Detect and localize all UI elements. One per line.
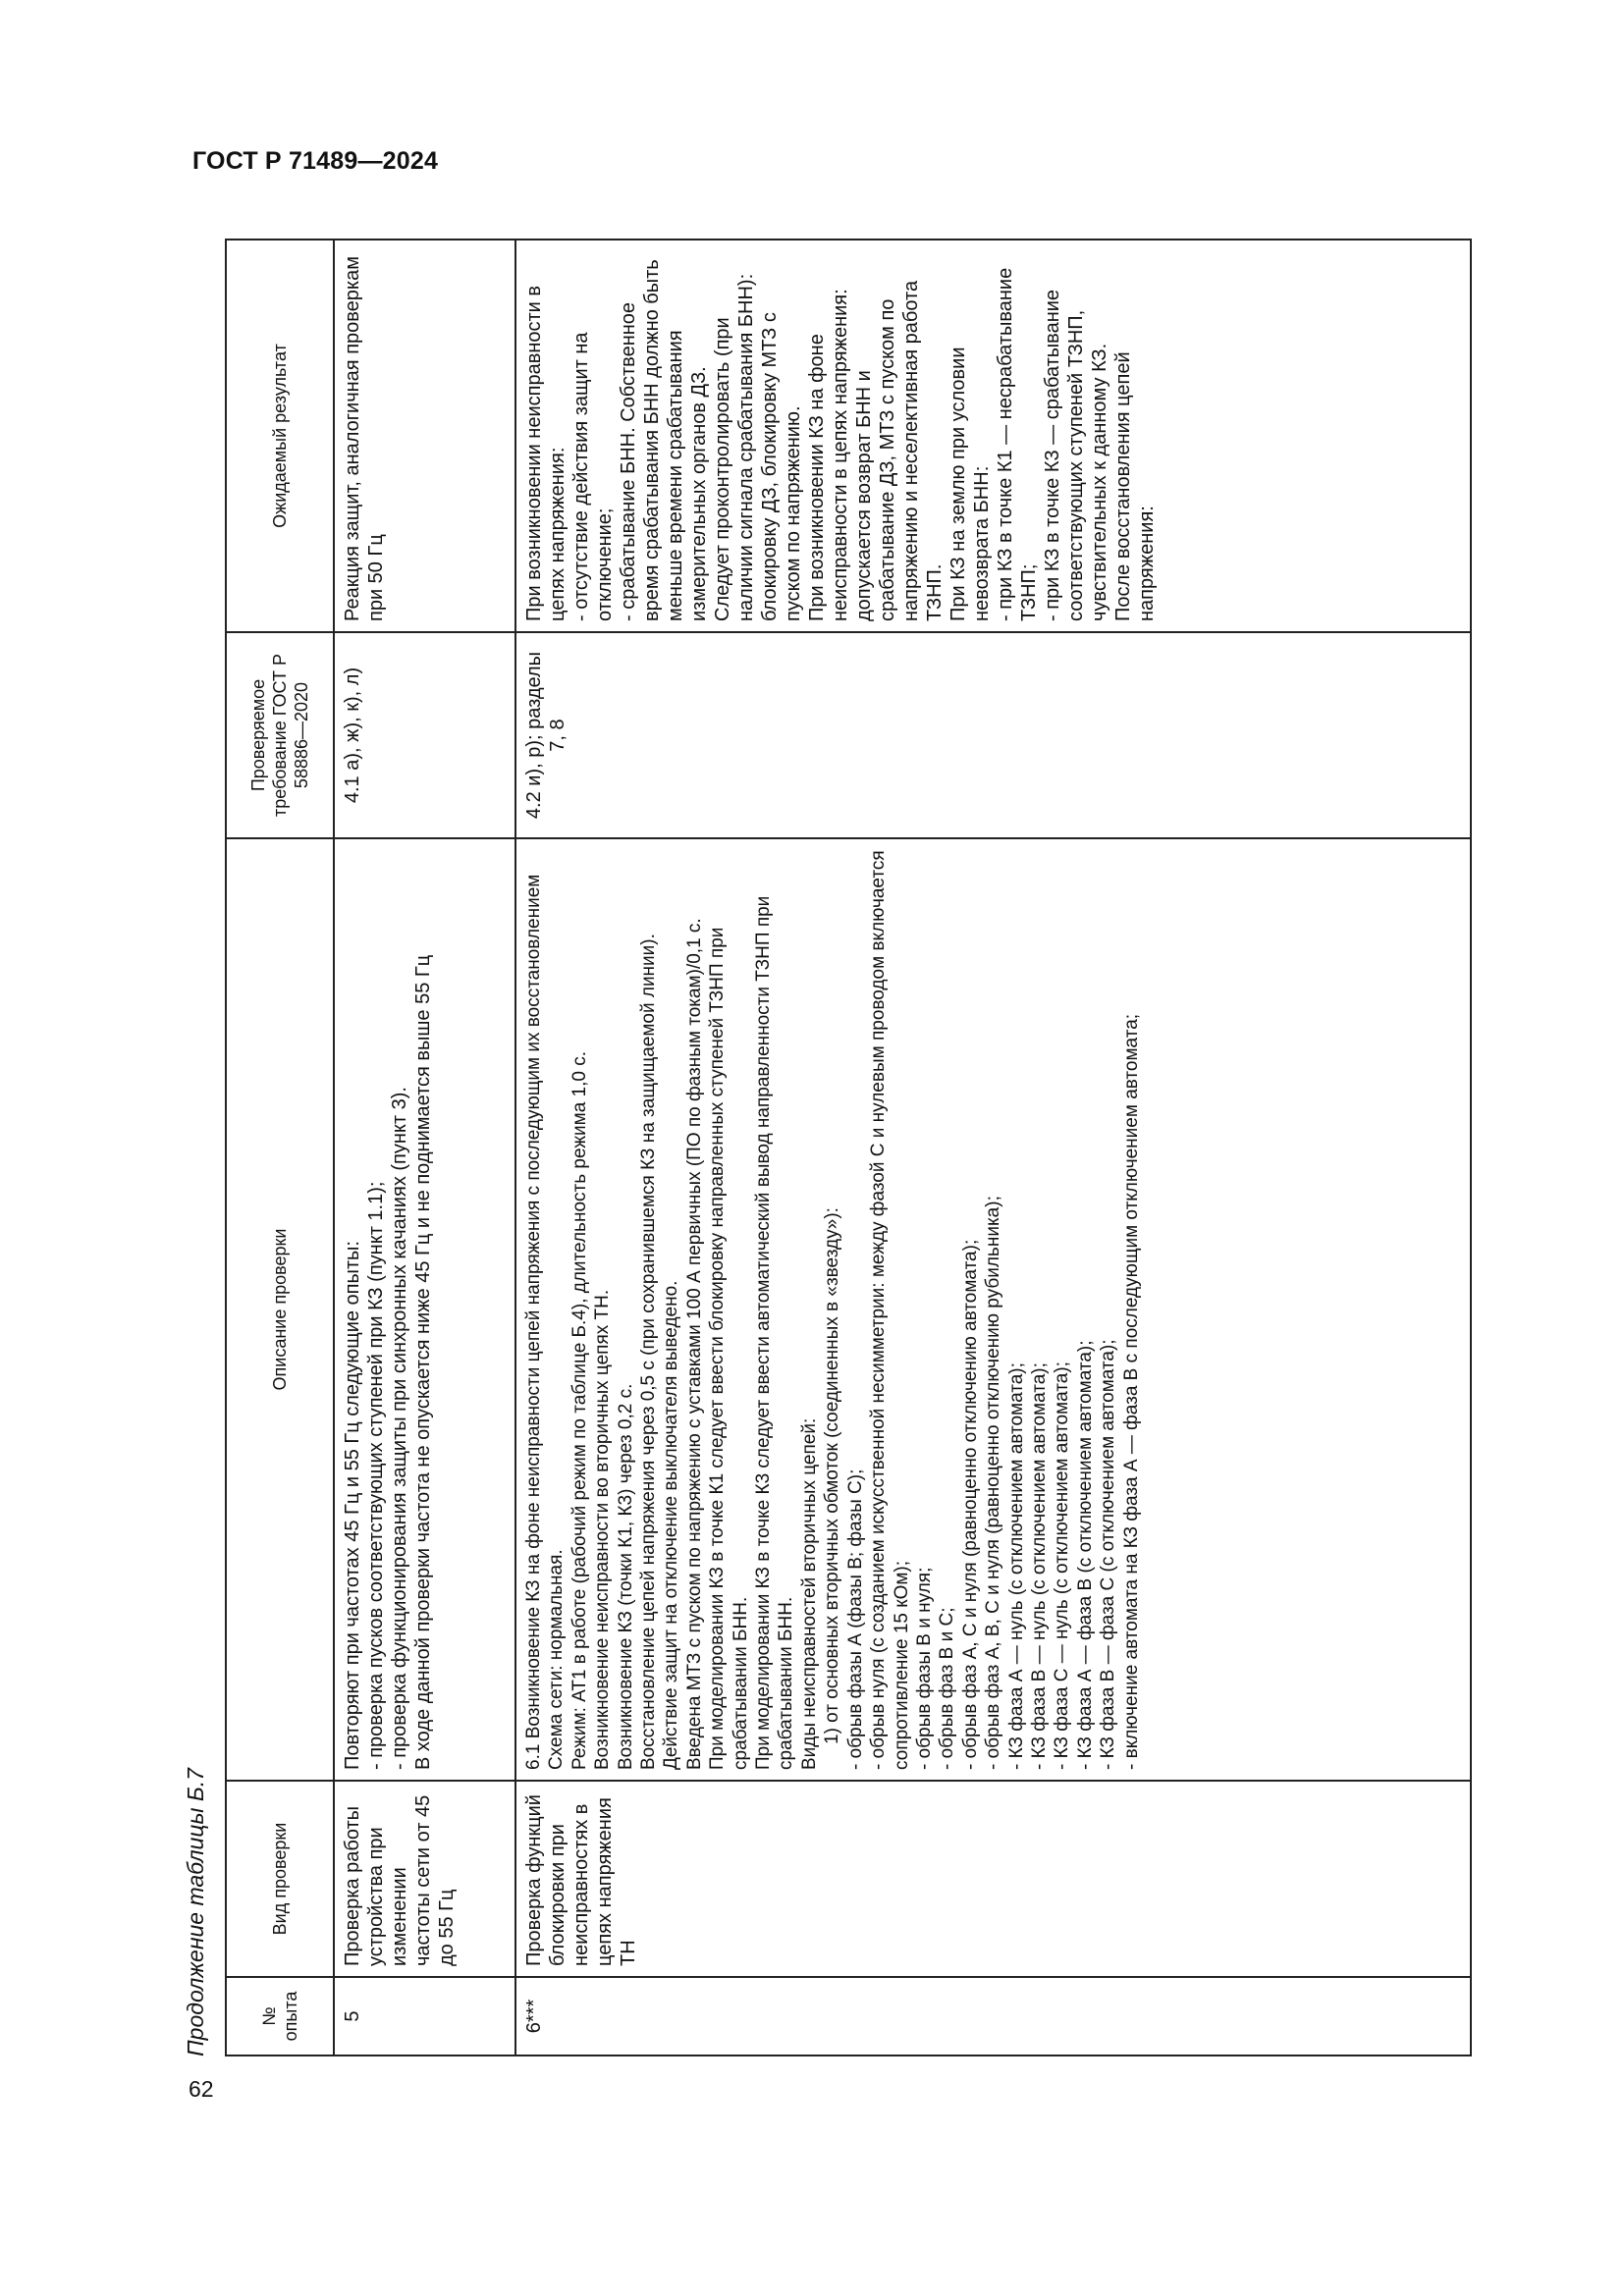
result-line: - отсутствие действия защит на отключение;: [570, 332, 616, 621]
desc-line: Повторяют при частотах 45 Гц и 55 Гц следующие опыты:: [342, 1241, 363, 1770]
row-desc: [515, 838, 1471, 1781]
desc-line: Введена МТЗ с пуском по напряжению с уставками 100 А первичных (ПО по фазным токам)/0,1 с.: [683, 918, 705, 1770]
table-header-row: [226, 240, 334, 2056]
desc-line: Схема сети: нормальная.: [546, 1549, 568, 1770]
desc-line: В ходе данной проверки частота не опускается ниже 45 Гц и не поднимается выше 55 Гц: [412, 954, 434, 1770]
document-header: ГОСТ Р 71489—2024: [192, 147, 439, 175]
row-result: [515, 240, 1471, 632]
desc-line: - обрыв фазы А (фазы В; фазы С);: [844, 1468, 866, 1770]
row-req: 4.1 а), ж), к), л): [334, 632, 515, 838]
column-header-kind: Вид проверки: [226, 1781, 334, 1977]
desc-line: - обрыв фаз А, В, С и нуля (равноценно отключению рубильника);: [983, 1196, 1004, 1770]
row-result: [334, 240, 515, 632]
result-line: Следует проконтролировать (при наличии сигнала срабатывания БНН): блокировку ДЗ, блокировку МТЗ с пуском по напряжению.: [712, 273, 804, 621]
column-header-num: № опыта: [226, 1977, 334, 2056]
desc-line: При моделировании КЗ в точке К3 следует ввести автоматический вывод направленности ТЗНП при срабатывании БНН.: [753, 895, 797, 1770]
desc-line: - проверка пусков соответствующих ступеней при КЗ (пункт 1.1);: [365, 1181, 387, 1770]
column-header-result: Ожидаемый результат: [226, 240, 334, 632]
result-line: При КЗ на землю при условии невозврата БНН:: [947, 347, 993, 621]
row-kind: Проверка функций блокировки при неисправностях в цепях напряжения ТН: [515, 1781, 1471, 1977]
desc-line: 1) от основных вторичных обмоток (соединенных в «звезду»):: [822, 1207, 843, 1744]
rotated-table-frame: [182, 240, 1488, 2056]
row-desc: [334, 838, 515, 1781]
desc-line: Режим: АТ1 в работе (рабочий режим по таблице Б.4), длительность режима 1,0 с.: [568, 1050, 590, 1770]
table-row: [515, 240, 1471, 2056]
row-kind: Проверка работы устройства при изменении частоты сети от 45 до 55 Гц: [334, 1781, 515, 1977]
row-num: 6***: [515, 1977, 1471, 2056]
desc-line: Виды неисправностей вторичных цепей:: [798, 1417, 820, 1770]
test-table: [225, 239, 1472, 2056]
table-continuation-caption: Продолжение таблицы Б.7: [183, 1768, 208, 2056]
desc-line: Восстановление цепей напряжения через 0,5 с (при сохранившемся КЗ на защищаемой линии).: [638, 934, 660, 1770]
desc-line: - КЗ фаза В — нуль (с отключением автомата);: [1028, 1362, 1050, 1770]
result-line: При возникновении КЗ на фоне неисправности в цепях напряжения: допускается возврат БНН и срабатывание ДЗ, МТЗ с пуском по напряжению и неселективная работа ТЗНП.: [806, 280, 946, 621]
column-header-req: Проверяемое требование ГОСТ Р 58886—2020: [226, 632, 334, 838]
result-line: После восстановления цепей напряжения:: [1112, 351, 1158, 621]
desc-line: Возникновение КЗ (точки К1, К3) через 0,2 с.: [615, 1383, 636, 1770]
desc-line: - проверка функционирования защиты при синхронных качаниях (пункт 3).: [389, 1087, 410, 1770]
column-header-desc: Описание проверки: [226, 838, 334, 1781]
row-num: 5: [334, 1977, 515, 2056]
result-line: - при КЗ в точке К1 — несрабатывание ТЗНП;: [995, 267, 1040, 621]
desc-line: - обрыв нуля (с созданием искусственной несимметрии: между фазой С и нулевым проводом включается сопротивление 15 кОм);: [868, 850, 912, 1770]
desc-line: 6.1 Возникновение КЗ на фоне неисправности цепей напряжения с последующим их восстановлением: [523, 874, 544, 1770]
desc-line: - включение автомата на КЗ фаза А — фаза В с последующим отключением автомата;: [1120, 1013, 1142, 1770]
desc-line: - обрыв фаз А, С и нуля (равноценно отключению автомата);: [959, 1239, 981, 1770]
result-line: При возникновении неисправности в цепях напряжения:: [523, 285, 568, 621]
desc-line: - обрыв фаз В и С;: [937, 1607, 958, 1770]
table-row: [334, 240, 515, 2056]
desc-line: Возникновение неисправности во вторичных цепях ТН.: [592, 1289, 614, 1770]
desc-line: - КЗ фаза В — фаза С (с отключением автомата);: [1098, 1339, 1119, 1770]
row-req: 4.2 и), р); разделы 7, 8: [515, 632, 1471, 838]
desc-line: - КЗ фаза А — фаза В (с отключением автомата);: [1074, 1340, 1096, 1770]
result-line: - при КЗ в точке К3 — срабатывание соответствующих ступеней ТЗНП, чувствительных к данному КЗ.: [1042, 289, 1110, 621]
result-line: - срабатывание БНН. Собственное время срабатывания БНН должно быть меньше времени срабатывания измерительных органов ДЗ.: [618, 259, 710, 621]
result-line: Реакция защит, аналогичная проверкам при 50 Гц: [342, 256, 387, 621]
page-number: 62: [189, 2076, 214, 2102]
desc-line: - обрыв фазы В и нуля;: [913, 1567, 935, 1770]
desc-line: При моделировании КЗ в точке К1 следует ввести блокировку направленных ступеней ТЗНП при срабатывании БНН.: [707, 927, 751, 1770]
desc-line: - КЗ фаза А — нуль (с отключением автомата);: [1005, 1362, 1027, 1770]
desc-line: - КЗ фаза С — нуль (с отключением автомата);: [1052, 1362, 1073, 1770]
desc-line: Действие защит на отключение выключателя выведено.: [661, 1280, 682, 1770]
